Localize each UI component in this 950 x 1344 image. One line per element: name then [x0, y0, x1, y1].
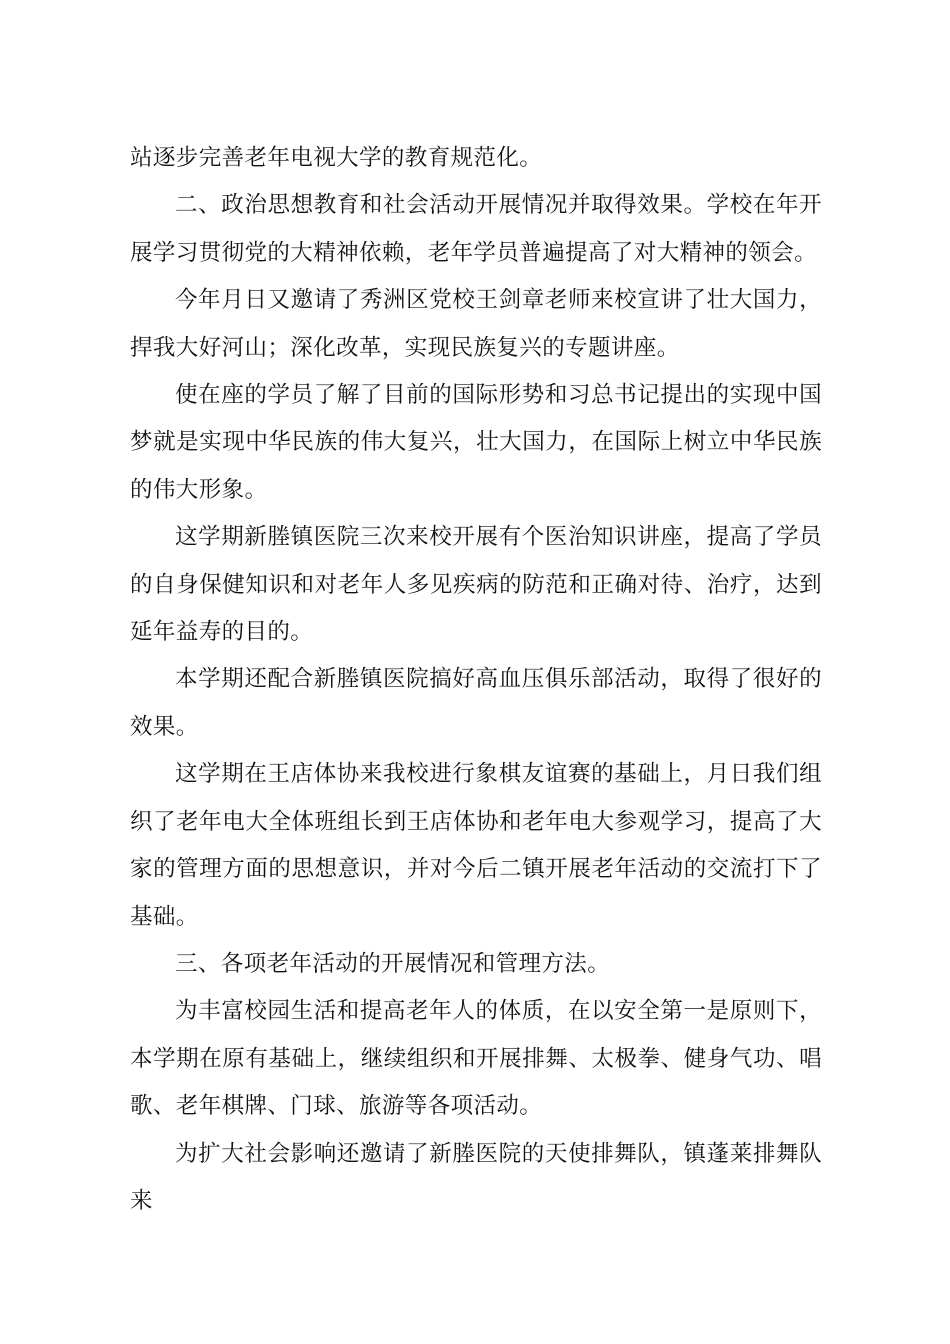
paragraph: 为扩大社会影响还邀请了新塍医院的天使排舞队，镇蓬莱排舞队来	[130, 1140, 822, 1214]
paragraph: 今年月日又邀请了秀洲区党校王剑章老师来校宣讲了壮大国力，捍我大好河山；深化改革，实现民族复兴的专题讲座。	[130, 287, 822, 361]
paragraph: 使在座的学员了解了目前的国际形势和习总书记提出的实现中国梦就是实现中华民族的伟大复兴，壮大国力，在国际上树立中华民族的伟大形象。	[130, 382, 822, 503]
paragraph: 这学期新塍镇医院三次来校开展有个医治知识讲座，提高了学员的自身保健知识和对老年人多见疾病的防范和正确对待、治疗，达到延年益寿的目的。	[130, 524, 822, 646]
paragraph: 为丰富校园生活和提高老年人的体质，在以安全第一是原则下，本学期在原有基础上，继续组织和开展排舞、太极拳、健身气功、唱歌、老年棋牌、门球、旅游等各项活动。	[130, 998, 822, 1120]
paragraph: 二、政治思想教育和社会活动开展情况并取得效果。学校在年开展学习贯彻党的大精神依赖，老年学员普遍提高了对大精神的领会。	[130, 192, 822, 266]
paragraph: 本学期还配合新塍镇医院搞好高血压俱乐部活动，取得了很好的效果。	[130, 666, 822, 740]
document-body	[130, 135, 822, 1225]
paragraph: 站逐步完善老年电视大学的教育规范化。	[130, 145, 543, 171]
paragraph: 这学期在王店体协来我校进行象棋友谊赛的基础上，月日我们组织了老年电大全体班组长到王店体协和老年电大参观学习，提高了大家的管理方面的思想意识，并对今后二镇开展老年活动的交流打下了基础。	[130, 761, 822, 930]
section-heading: 三、各项老年活动的开展情况和管理方法。	[175, 950, 611, 977]
